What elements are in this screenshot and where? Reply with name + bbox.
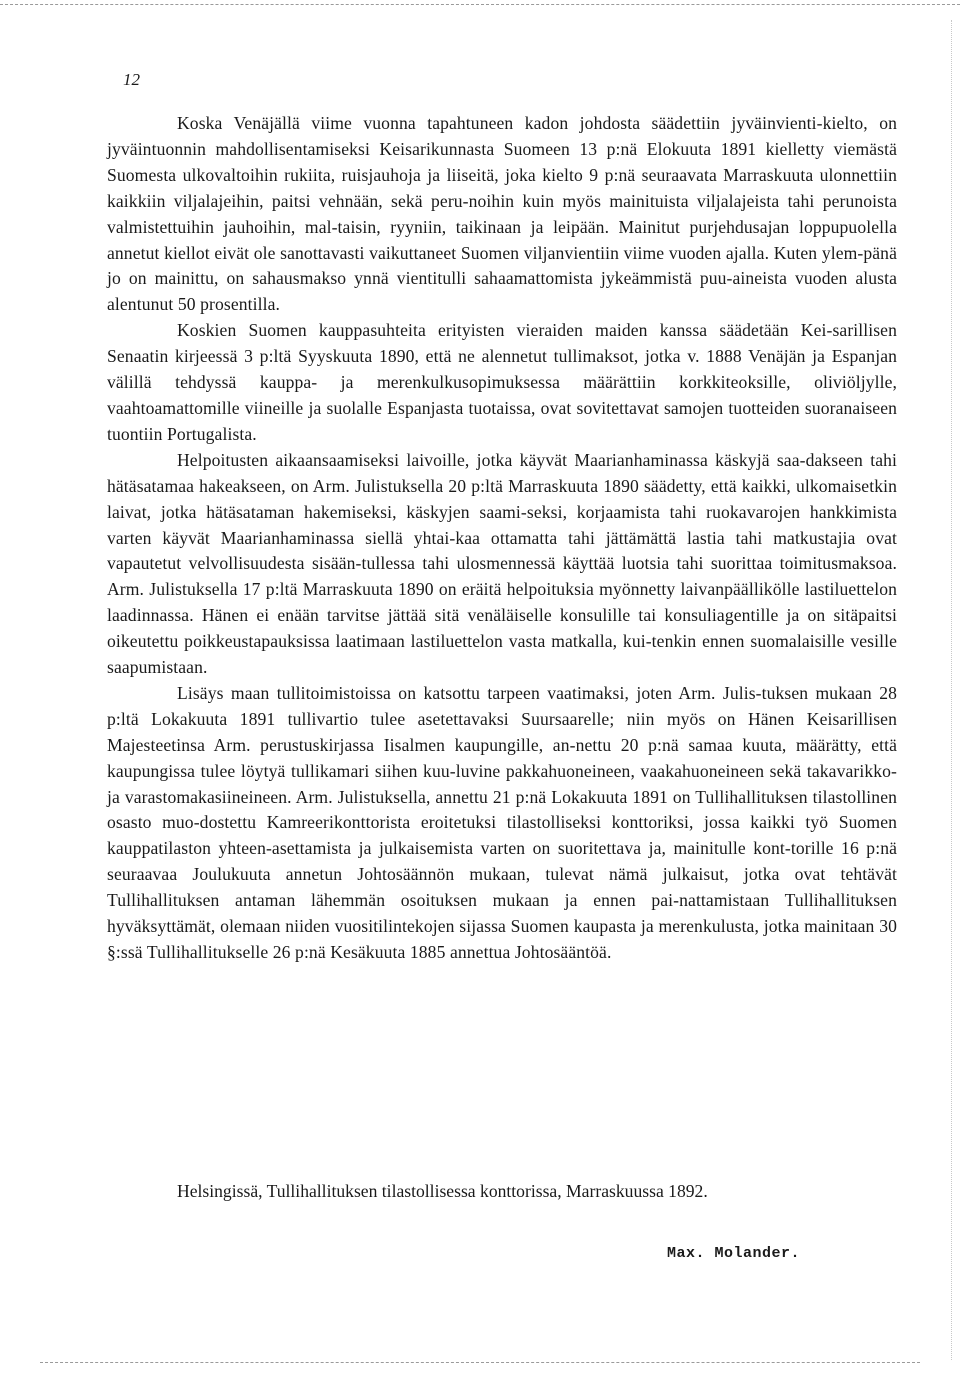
paragraph-customs-offices: Lisäys maan tullitoimistoissa on katsottu tarpeen vaatimaksi, joten Arm. Julis-tuksen mukaan 28 p:ltä Lokakuuta 1891 tullivartio tulee asetettavaksi Suursaarelle; niin myös on Hänen Keisarillisen Majesteetinsa Arm. perustuskirjassa Iisalmen kaupungille, an-nettu 20 p:nä samaa kuuta, määrätty, että kaupungissa tulee löytyä tullikamari siihen kuu-luvine pakkahuoneineen, vaakahuoneineen sekä takavarikko- ja varastomakasiineineen. Arm. Julistuksella, annettu 21 p:nä Lokakuuta 1891 on Tullihallituksen tilastollinen osasto muo-dostettu Kamreerikonttorista eroitetuksi tilastolliseksi konttoriksi, jossa kaikki työ Suomen kauppatilaston yhteen-asettamista ja julkaisemista varten on suoritettava ja, mainitulle kont-torille 16 p:nä seuraavaa Joulukuuta annetun Johtosäännön mukaan, tulevat nämä julkaisut, jotka ovat tehtävät Tullihallituksen antaman lähemmän osoituksen mukaan ja ennen pai-nattamistaan Tullihallituksen hyväksyttämät, olemaan niiden vuositilintekojen sijassa Suomen kaupasta ja merenkulusta, jotka mainitaan 30 §:ssä Tullihallitukselle 26 p:nä Kesäkuuta 1885 annettua Johtosääntöä. (107, 682, 897, 962)
top-edge-rule (0, 4, 960, 5)
body-text (107, 111, 897, 966)
right-edge-mark (951, 20, 952, 1360)
closing-line: Helsingissä, Tullihallituksen tilastollisessa konttorissa, Marraskuussa 1892. (177, 1181, 708, 1201)
paragraph-grain-export: Koska Venäjällä viime vuonna tapahtuneen kadon johdosta säädettiin jyväinvienti-kielto, on jyväintuonnin mahdollisentamiseksi Keisarikunnasta Suomeen 13 p:nä Elokuuta 1891 kielletty viemästä Suomesta ulkovaltoihin rukiita, ruisjauhoja ja liiseitä, joka kielto 9 p:nä seuraavata Marraskuuta ulonnettiin kaikkiin viljalajeihin, paitsi vehnään, sekä peru-noihin kuin myös mainituista viljalajeista tahi perunoista valmistettuihin jauhoihin, mal-taisin, ryyniin, taikinaan ja leipään. Mainitut purjehdusajan loppupuolella annetut kiellot eivät ole sanottavasti vaikuttaneet Suomen viljanvientiin viime vuoden ajalla. Kuten ylem-pänä jo on mainittu, on sahausmakso ynnä vientitulli sahaamattomista jykeämmistä puu-aineista vuoden alusta alentunut 50 prosentilla. (107, 113, 897, 315)
paragraph-trade-relations: Koskien Suomen kauppasuhteita erityisten vieraiden maiden kanssa säädetään Kei-sarillisen Senaatin kirjeessä 3 p:ltä Syyskuuta 1890, että ne alennetut tullimaksot, jotka v. 1888 Venäjän ja Espanjan välillä tehdyssä kauppa- ja merenkulkusopimuksessa määrättiin korkkiteoksille, oliviöljylle, vaahtoamattomille viineille ja suolalle Espanjasta tuotaissa, ovat sovitettavat samojen tuotteiden suoranaiseen tuontiin Portugalista. (107, 320, 897, 444)
paragraph-ship-relief: Helpoitusten aikaansaamiseksi laivoille, jotka käyvät Maarianhaminassa käskyjä saa-dakseen tahi hätäsatamaa hakeakseen, on Arm. Julistuksella 20 p:ltä Marraskuuta 1890 säädetty, että kaikki, ulkomaisetkin laivat, jotka hätäsataman hakemiseksi, käskyjen saami-seksi, korjaamista tahi ruokavarojen hankkimista varten käyvät Maarianhaminassa siellä yhtai-kaa ottamatta tahi jättämättä lastia tahi matkustajia ovat vapautetut velvollisuudesta sisään-tullessa tahi ulosmennessä käyttää luotsia tahi suorittaa toimitusmaksoa. Arm. Julistuksella 17 p:ltä Marraskuuta 1890 on eräitä helpoituksia myönnetty laivanpäällikölle lastiluettelon laadinnassa. Hänen ei enään tarvitse jättää sitä venäläiselle konsulille tai konsuliagentille ja on sitäpaitsi oikeutettu poikkeustapauksissa laatimaan lastiluettelon vasta matkalla, kui-tenkin ennen suomalaisille vesille saapumistaan. (107, 449, 897, 678)
bottom-edge-rule (40, 1362, 920, 1363)
page-number: 12 (123, 70, 140, 89)
signature: Max. Molander. (667, 1245, 801, 1262)
